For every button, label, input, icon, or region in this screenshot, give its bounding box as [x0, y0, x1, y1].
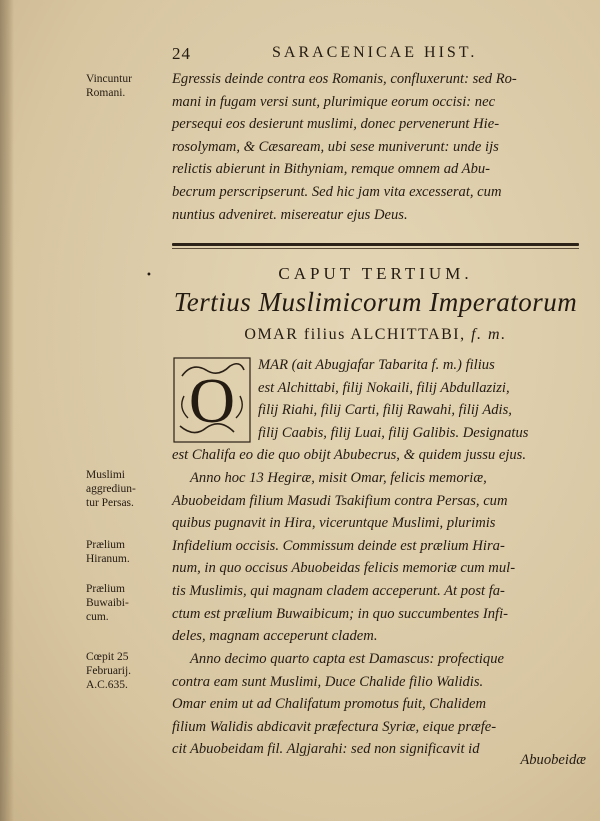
drop-cap-line-2: est Alchittabi, filij Nokaili, filij Abdullazizi,: [258, 379, 510, 396]
page-gutter-shadow: [0, 0, 14, 821]
margin-note-vincuntur: Vincuntur Romani.: [86, 73, 132, 99]
margin-note-praelium-buwaibicum: Prælium Buwaibi- cum.: [86, 583, 129, 623]
running-head: SARACENICAE HIST.: [272, 44, 478, 61]
margin-note-coepit: Cœpit 25 Februarij. A.C.635.: [86, 651, 132, 691]
drop-cap-line-4: filij Caabis, filij Luai, filij Galibis. Designatus: [258, 424, 529, 441]
catchword: Abuobeidæ: [520, 752, 586, 768]
page-number: 24: [172, 44, 191, 63]
section-rule: [172, 243, 579, 246]
ornamental-initial-icon: [172, 356, 252, 444]
page-header: [0, 44, 600, 66]
margin-note-praelium-hiranum: Prælium Hiranum.: [86, 539, 130, 565]
section-rule-thin: [172, 248, 579, 249]
chapter-title: Tertius Muslimicorum Imperatorum: [173, 287, 578, 317]
top-paragraph: Egressis deinde contra eos Romanis, confluxerunt: sed Ro- mani in fugam versi sunt, plurimique eorum occisi: nec persequi eos desierunt muslimi, donec pervenerunt Hie- rosolymam, & Cæsaream, ubi sese muniverunt: unde ijs relictis abierunt in Bithyniam, remque omnem ad Abu- becrum perscripserunt. Sed hic jam vita excesserat, cum nuntius adveniret. misereatur ejus Deus.: [172, 71, 517, 223]
margin-note-muslimi: Muslimi aggrediun- tur Persas.: [86, 469, 136, 509]
chapter-heading: CAPUT TERTIUM.: [278, 264, 473, 283]
drop-cap-line-1: MAR (ait Abugjafar Tabarita f. m.) filius: [258, 357, 495, 373]
printer-mark: •: [146, 270, 152, 281]
svg-text:O: O: [188, 365, 236, 436]
ornamental-initial-o: [172, 356, 252, 444]
chapter-subtitle: OMAR filius ALCHITTABI, f. m.: [244, 326, 507, 343]
third-paragraph: Anno decimo quarto capta est Damascus: profectique contra eam sunt Muslimi, Duce Chalide filio Walidis. Omar enim ut ad Chalifatum promotus fuit, Chalidem filium Walidis abdicavit præfectura Syriæ, eique præfe- cit Abuobeidam fil. Algjarahi: sed non significavit id: [172, 651, 504, 758]
second-paragraph: Anno hoc 13 Hegiræ, misit Omar, felicis memoriæ, Abuobeidam filium Masudi Tsakifium contra Persas, cum quibus pugnavit in Hira, viceruntque Muslimi, plurimis Infidelium occisis. Commissum deinde est prælium Hira- num, in quo occisus Abuobeidas felicis memoriæ cum mul- tis Muslimis, qui magnam cladem acceperunt. At post fa- ctum est prælium Buwaibicum; in quo succumbentes Infi- deles, magnam acceperunt cladem.: [172, 470, 516, 645]
drop-cap-line-3: filij Riahi, filij Carti, filij Rawahi, filij Adis,: [258, 402, 512, 419]
drop-cap-line-5: est Chalifa eo die quo obijt Abubecrus, & quidem jussu ejus.: [172, 447, 527, 464]
